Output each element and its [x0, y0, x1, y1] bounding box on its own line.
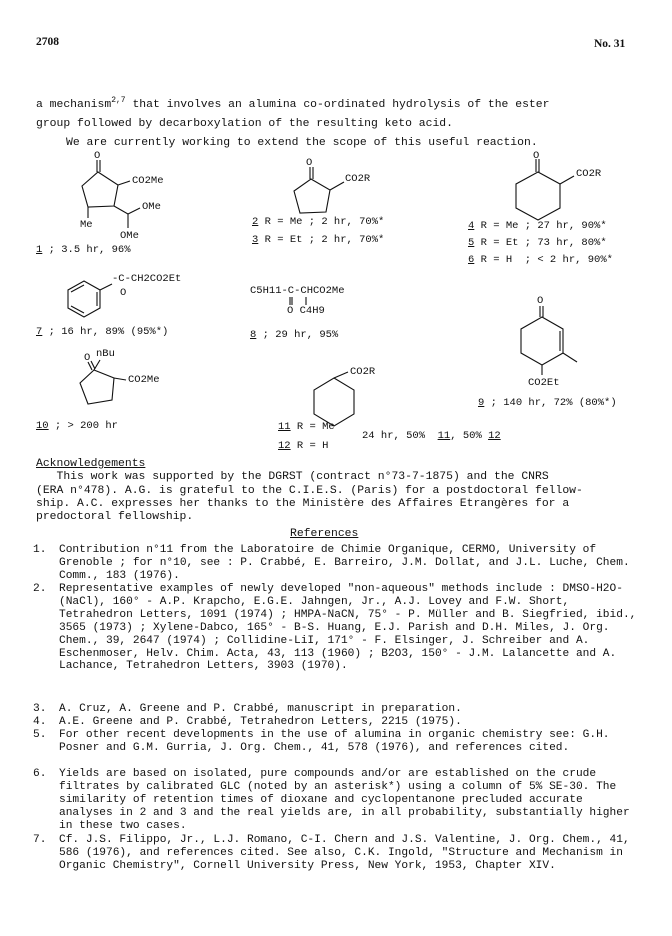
compound-12-result: 12 R = H	[278, 440, 329, 452]
ketone-o-9: O	[537, 295, 544, 307]
ketone-o-10: O	[84, 352, 91, 364]
intro-line-1: a mechanism$^{2,7}$ that involves an alumina co-ordinated hydrolysis of the ester	[36, 96, 550, 111]
ack-line-3: ship. A.C. expresses her thanks to the Ministère des Affaires Etrangères for a	[36, 498, 570, 510]
c8-branch: O C4H9	[287, 305, 325, 317]
intro-line-3: We are currently working to extend the scope of this useful reaction.	[66, 137, 538, 149]
reference-4: 4. A.E. Greene and P. Crabbé, Tetrahedron Letters, 2215 (1975).	[33, 716, 462, 728]
ketone-o-1: O	[94, 150, 101, 162]
compound-11-result: 11 R = Me	[278, 421, 335, 433]
compound-9-result: 9 ; 140 hr, 72% (80%*)	[478, 397, 617, 409]
ack-line-4: predoctoral fellowship.	[36, 511, 194, 523]
compound-10-result: 10 ; > 200 hr	[36, 420, 118, 432]
compound-7-result: 7 ; 16 hr, 89% (95%*)	[36, 326, 169, 338]
c1-ome-2: OMe	[120, 230, 139, 242]
structure-8	[290, 297, 306, 305]
intro-line-2: group followed by decarboxylation of the resulting keto acid.	[36, 118, 453, 130]
page-number: 2708	[36, 36, 59, 48]
compound-2-result: 2 R = Me ; 2 hr, 70%*	[252, 216, 385, 228]
compound-6-result: 6 R = H ; < 2 hr, 90%*	[468, 254, 613, 266]
reference-5: 5. For other recent developments in the use of alumina in organic chemistry see: G.H. Posner and G.M. Gurria, J. Org. Chem., 41, 578 (1976), and references cited.	[33, 729, 610, 754]
c11-co2r: CO2R	[350, 366, 376, 378]
c10-nbu: nBu	[96, 348, 115, 360]
c7-sidechain: -C-CH2CO2Et	[112, 273, 182, 285]
ack-title: Acknowledgements	[36, 458, 146, 470]
c7-carbonyl-o: O	[120, 287, 127, 299]
reference-1: 1. Contribution n°11 from the Laboratoire de Chimie Organique, CERMO, University of Grenoble ; for n°10, see : P. Crabbé, E. Barreiro, J.M. Dollat, and J.L. Luche, Chem. Comm., 183 (1976).	[33, 544, 630, 582]
reference-3: 3. A. Cruz, A. Greene and P. Crabbé, manuscript in preparation.	[33, 703, 462, 715]
c10-co2me: CO2Me	[128, 374, 160, 386]
compound-5-result: 5 R = Et ; 73 hr, 80%*	[468, 237, 607, 249]
reference-7: 7. Cf. J.S. Filippo, Jr., L.J. Romano, C-I. Chern and J.S. Valentine, J. Org. Chem., 41, 586 (1976), and references cited. See also, C.K. Ingold, "Structure and Mechanism in Organic Chemistry", Cornell University Press, New York, 1953, Chapter XIV.	[33, 834, 630, 872]
c1-co2me: CO2Me	[132, 175, 164, 187]
structure-10	[80, 360, 126, 404]
ack-line-2: (ERA n°478). A.G. is grateful to the C.I.E.S. (Paris) for a postdoctoral fellow-	[36, 485, 583, 497]
ack-line-1: This work was supported by the DGRST (contract n°73-7-1875) and the CNRS	[36, 471, 549, 483]
reference-6: 6. Yields are based on isolated, pure compounds and/or are established on the crude filtrates by calibrated GLC (noted by an asterisk*) using a column of 5% SE-30. The similarity of retention times of dioxane and cyclopentanone precluded accurate analyses in 2 and 3 and the real yields are, in all probability, substantially higher in these two cases.	[33, 768, 630, 832]
compound-3-result: 3 R = Et ; 2 hr, 70%*	[252, 234, 385, 246]
c2-co2r: CO2R	[345, 173, 371, 185]
structure-2-3	[294, 167, 344, 213]
journal-number: No. 31	[594, 38, 626, 50]
structure-9	[521, 306, 577, 375]
compound-8-result: 8 ; 29 hr, 95%	[250, 329, 339, 341]
compound-4-result: 4 R = Me ; 27 hr, 90%*	[468, 220, 607, 232]
ketone-o-2: O	[306, 157, 313, 169]
compound-1-result: 1 ; 3.5 hr, 96%	[36, 244, 131, 256]
references-title: References	[290, 528, 359, 540]
c1-ome-1: OMe	[142, 201, 161, 213]
c1-me: Me	[80, 219, 93, 231]
reference-2: 2. Representative examples of newly developed "non-aqueous" methods include : DMSO-H2O-(NaCl), 160° - A.P. Krapcho, E.G.E. Jahngen, Jr., A.J. Lovey and F.W. Short, Tetrahedron Letters, 1091 (1974) ; HMPA-NaCN, 75° - P. Müller and B. Siegfried, ibid., 3565 (1973) ; Xylene-Dabco, 165° - B-S. Huang, E.J. Parish and D.H. Miles, J. Org. Chem., 39, 2647 (1974) ; Collidine-LiI, 171° - F. Elsinger, J. Schreiber and A. Eschenmoser, Helv. Chim. Acta, 43, 113 (1960) ; B2O3, 150° - J.M. Lalancette and A. Lachance, Tetrahedron Letters, 3903 (1970).	[33, 583, 637, 673]
c4-co2r: CO2R	[576, 168, 602, 180]
c9-co2et: CO2Et	[528, 377, 560, 389]
compound-11-12-yield: 24 hr, 50% 11, 50% 12	[362, 430, 501, 442]
structure-4-6	[516, 159, 574, 220]
structure-11-12	[314, 372, 354, 426]
ketone-o-4: O	[533, 150, 540, 162]
c8-chain: C5H11-C-CHCO2Me	[250, 285, 345, 297]
structure-7	[68, 281, 112, 317]
structure-1	[82, 160, 140, 228]
